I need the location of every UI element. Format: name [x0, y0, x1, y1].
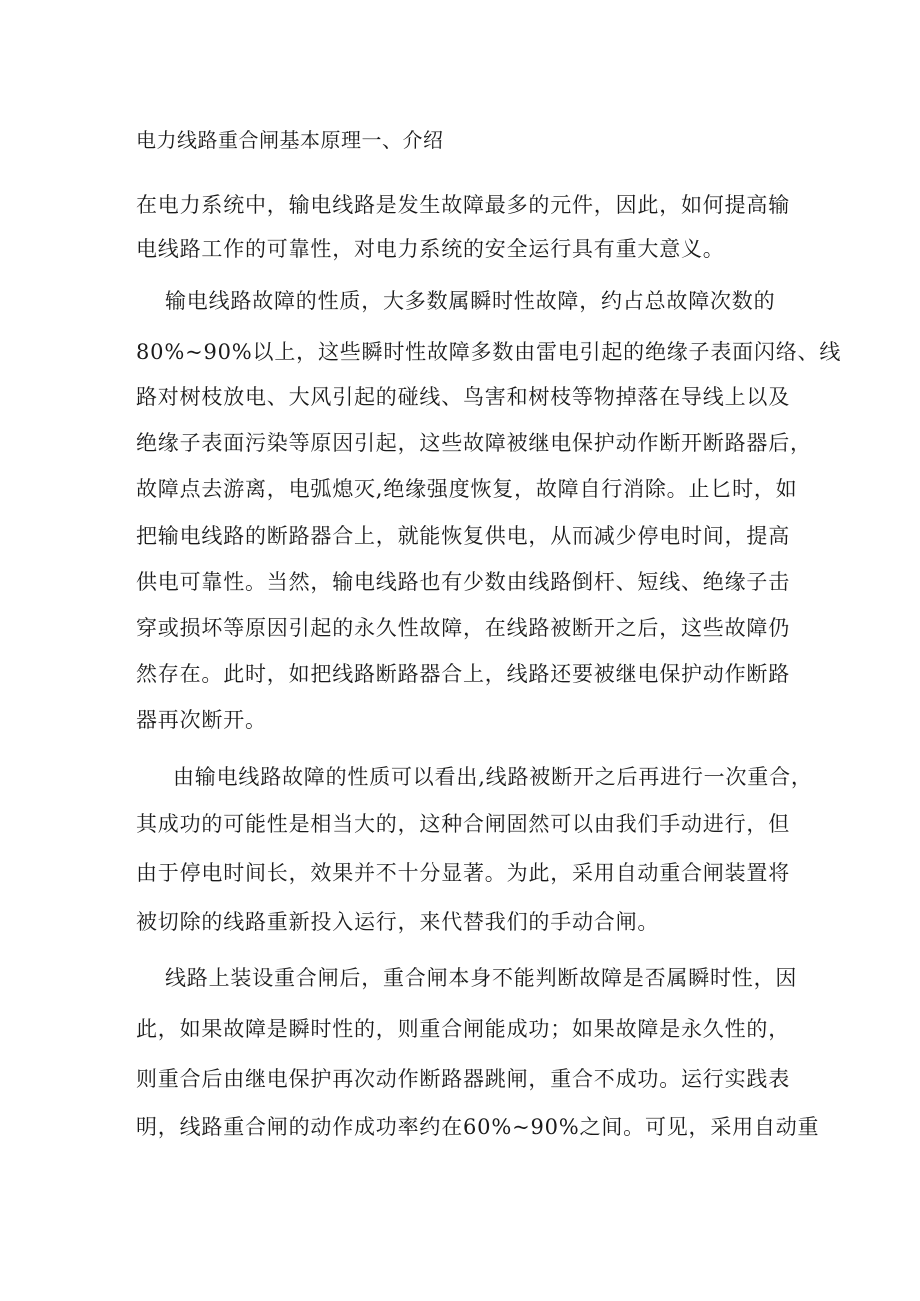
- paragraph-line: 明，线路重合闸的动作成功率约在60%~90%之间。可见，采用自动重: [136, 1115, 820, 1139]
- paragraph-line: 由于停电时间长，效果并不十分显著。为此，采用自动重合闸装置将: [136, 861, 790, 885]
- paragraph-line: 在电力系统中，输电线路是发生故障最多的元件，因此，如何提高输: [136, 193, 790, 217]
- paragraph-line: 电线路工作的可靠性，对电力系统的安全运行具有重大意义。: [136, 237, 725, 261]
- paragraph-line: 器再次断开。: [136, 708, 267, 732]
- paragraph-line: 穿或损坏等原因引起的永久性故障，在线路被断开之后，这些故障仍: [136, 616, 790, 640]
- paragraph-line: 供电可靠性。当然，输电线路也有少数由线路倒杆、短线、绝缘子击: [136, 570, 790, 594]
- paragraph-line: 绝缘子表面污染等原因引起，这些故障被继电保护动作断开断路器后，: [136, 431, 812, 455]
- paragraph-line: 线路上装设重合闸后，重合闸本身不能判断故障是否属瞬时性，因: [165, 966, 798, 990]
- document-title: 电力线路重合闸基本原理一、介绍: [136, 128, 444, 152]
- paragraph-line: 此，如果故障是瞬时性的，则重合闸能成功；如果故障是永久性的，: [136, 1017, 790, 1041]
- paragraph-line: 然存在。此时，如把线路断路器合上，线路还要被继电保护动作断路: [136, 662, 790, 686]
- paragraph-line: 被切除的线路重新投入运行，来代替我们的手动合闸。: [136, 910, 660, 934]
- paragraph-line: 由输电线路故障的性质可以看出,线路被断开之后再进行一次重合，: [173, 765, 813, 789]
- paragraph-line: 路对树枝放电、大风引起的碰线、鸟害和树枝等物掉落在导线上以及: [136, 385, 790, 409]
- paragraph-line: 则重合后由继电保护再次动作断路器跳闸，重合不成功。运行实践表: [136, 1067, 790, 1091]
- paragraph-line: 其成功的可能性是相当大的，这种合闸固然可以由我们手动进行，但: [136, 812, 790, 836]
- paragraph-line: 80%~90%以上，这些瞬时性故障多数由雷电引起的绝缘子表面闪络、线: [136, 340, 842, 364]
- paragraph-line: 把输电线路的断路器合上，就能恢复供电，从而减少停电时间，提高: [136, 524, 790, 548]
- paragraph-line: 输电线路故障的性质，大多数属瞬时性故障，约占总故障次数的: [165, 289, 776, 313]
- paragraph-line: 故障点去游离，电弧熄灭,绝缘强度恢复，故障自行消除。止匕时，如: [136, 477, 798, 501]
